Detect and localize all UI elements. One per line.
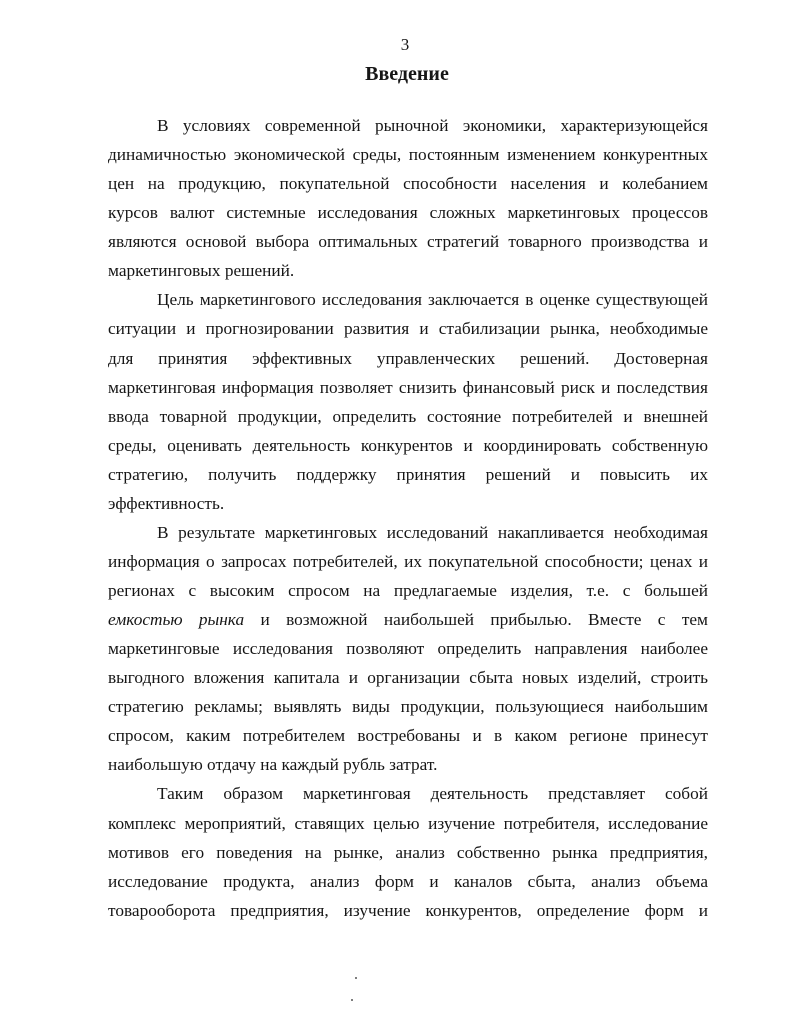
paragraph bbox=[108, 111, 708, 285]
text-line: спросом, каким потребителем востребованы и в каком регионе принесут bbox=[108, 726, 708, 746]
scan-speck bbox=[355, 977, 357, 979]
text-line: стратегию, получить поддержку принятия решений и повысить их bbox=[108, 464, 708, 484]
text-line: ситуации и прогнозировании развития и стабилизации рынка, необходимые bbox=[108, 319, 708, 339]
line-text: и возможной наибольшей прибылью. Вместе с тем bbox=[260, 610, 708, 630]
text-line: регионах с высоким спросом на предлагаемые изделия, т.е. с большей bbox=[108, 581, 708, 600]
text-line: В условиях современной рыночной экономики, характеризующейся bbox=[157, 116, 708, 135]
paragraph bbox=[108, 779, 708, 924]
text-line: информация о запросах потребителей, их покупательной способности; ценах и bbox=[108, 551, 708, 571]
text-line: наибольшую отдачу на каждый рубль затрат. bbox=[108, 755, 438, 775]
text-line: В результате маркетинговых исследований накапливается необходимая bbox=[157, 522, 708, 542]
body-text bbox=[108, 111, 708, 925]
text-line bbox=[108, 605, 708, 634]
page-number: 3 bbox=[400, 35, 410, 54]
text-line: мотивов его поведения на рынке, анализ собственно рынка предприятия, bbox=[108, 842, 708, 862]
text-line: Цель маркетингового исследования заключается в оценке существующей bbox=[157, 290, 708, 310]
text-line: цен на продукцию, покупательной способности населения и колебанием bbox=[108, 174, 708, 194]
page-title: Введение bbox=[365, 63, 449, 85]
italic-term: емкостью рынка bbox=[108, 610, 245, 630]
text-line: комплекс мероприятий, ставящих целью изучение потребителя, исследование bbox=[108, 813, 708, 833]
text-line: товарооборота предприятия, изучение конкурентов, определение форм и bbox=[108, 900, 708, 920]
text-line: являются основой выбора оптимальных стратегий товарного производства и bbox=[108, 232, 708, 252]
text-line: Таким образом маркетинговая деятельность представляет собой bbox=[157, 784, 708, 804]
text-line: для принятия эффективных управленческих решений. Достоверная bbox=[108, 348, 708, 368]
text-line: динамичностью экономической среды, постоянным изменением конкурентных bbox=[108, 145, 708, 165]
text-line: эффективность. bbox=[108, 493, 225, 513]
text-line: стратегию рекламы; выявлять виды продукции, пользующиеся наибольшим bbox=[108, 697, 708, 717]
text-line: среды, оценивать деятельность конкурентов и координировать собственную bbox=[108, 435, 708, 455]
text-line: маркетинговая информация позволяет снизить финансовый риск и последствия bbox=[108, 377, 708, 397]
text-line: выгодного вложения капитала и организации сбыта новых изделий, строить bbox=[108, 668, 708, 688]
paragraph bbox=[108, 285, 708, 518]
text-line: курсов валют системные исследования сложных маркетинговых процессов bbox=[108, 203, 708, 223]
scan-speck bbox=[351, 999, 353, 1001]
text-line: ввода товарной продукции, определить состояние потребителей и внешней bbox=[108, 406, 708, 426]
paragraph bbox=[108, 518, 708, 780]
text-line: исследование продукта, анализ форм и каналов сбыта, анализ объема bbox=[108, 871, 708, 891]
text-line: маркетинговые исследования позволяют определить направления наиболее bbox=[108, 639, 708, 659]
text-line: маркетинговых решений. bbox=[108, 261, 295, 281]
